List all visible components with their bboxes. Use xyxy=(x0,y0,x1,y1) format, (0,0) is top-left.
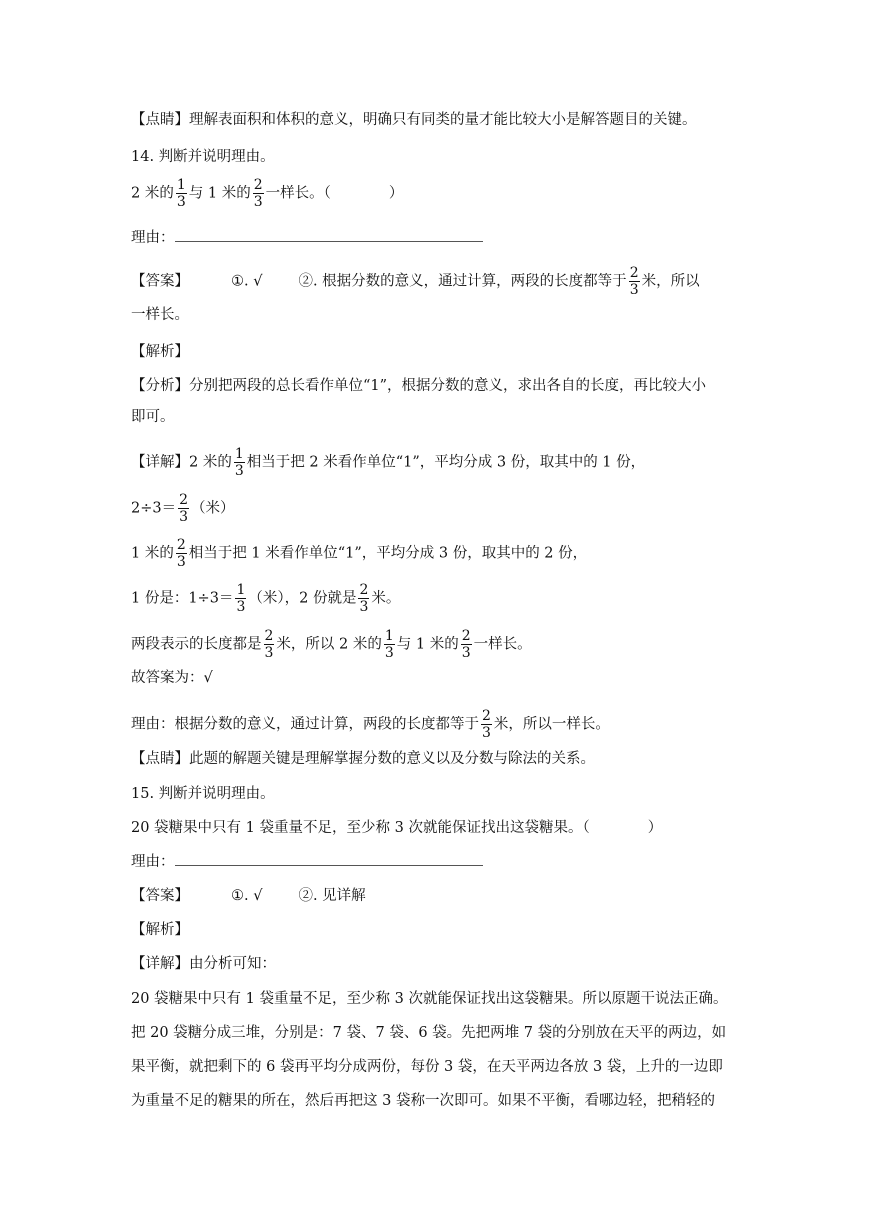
q14-fenxi-2: 即可。 xyxy=(131,409,175,425)
q15-detail-1: 【详解】由分析可知： xyxy=(131,956,276,972)
q15-detail-3: 把 20 袋糖分成三堆，分别是：7 袋、7 袋、6 袋。先把两堆 7 袋的分别放在天平的两边，如 xyxy=(131,1025,727,1041)
q14-reason-line xyxy=(131,228,483,248)
q14-comment: 【点睛】此题的解题关键是理解掌握分数的意义以及分数与除法的关系。 xyxy=(131,751,595,767)
stem-text: 2 米的 xyxy=(131,185,174,202)
reason-label: 理由： xyxy=(131,230,175,246)
fraction-one-third: $\frac{1}{3}$ xyxy=(236,582,246,615)
fraction-two-thirds: $\frac{2}{3}$ xyxy=(264,628,274,661)
q14-detail-1: 【详解】2 米的 $\frac{1}{3}$ 相当于把 2 米看作单位“1”，平均分成 3 份，取其中的 1 份， xyxy=(131,446,646,479)
q14-fenxi-1: 【分析】分别把两段的总长看作单位“1”，根据分数的意义，求出各自的长度，再比较大小 xyxy=(131,378,707,394)
fraction-one-third: $\frac{1}{3}$ xyxy=(234,446,244,479)
q15-reason-line xyxy=(131,852,483,872)
fraction-one-third: $\frac{1}{3}$ xyxy=(176,177,186,210)
fraction-two-thirds: $\frac{2}{3}$ xyxy=(179,492,189,525)
answer-part-2: 米，所以 xyxy=(641,273,700,290)
fraction-two-thirds: $\frac{2}{3}$ xyxy=(461,628,471,661)
q14-analysis-label: 【解析】 xyxy=(131,344,189,360)
q14-detail-5: 两段表示的长度都是 $\frac{2}{3}$ 米，所以 2 米的 $\frac{1}{3}$ 与 1 米的 $\frac{2}{3}$ 一样长。 xyxy=(131,628,532,661)
q15-detail-2: 20 袋糖果中只有 1 袋重量不足，至少称 3 次就能保证找出这袋糖果。所以原题干说法正确。 xyxy=(131,991,728,1007)
q14-detail-3: 1 米的 $\frac{2}{3}$ 相当于把 1 米看作单位“1”，平均分成 3 份，取其中的 2 份， xyxy=(131,537,588,570)
q15-answer xyxy=(131,886,366,906)
q14-answer-cont: 一样长。 xyxy=(131,307,189,323)
answer-blank[interactable] xyxy=(175,229,483,242)
answer-part-1: ①. √ xyxy=(231,273,263,290)
fraction-two-thirds: $\frac{2}{3}$ xyxy=(176,537,186,570)
answer-label: 【答案】 xyxy=(131,273,189,290)
q15-analysis-label: 【解析】 xyxy=(131,922,189,938)
answer-blank[interactable] xyxy=(175,853,483,866)
fraction-two-thirds: $\frac{2}{3}$ xyxy=(629,265,639,298)
stem-text: ） xyxy=(388,185,404,202)
answer-part-1: ①. √ xyxy=(231,888,263,904)
q13-comment: 【点睛】理解表面积和体积的意义，明确只有同类的量才能比较大小是解答题目的关键。 xyxy=(131,112,697,128)
stem-text: 一样长。（ xyxy=(265,185,331,202)
q15-title: 15. 判断并说明理由。 xyxy=(131,786,275,802)
q14-detail-4: 1 份是：1÷3＝ $\frac{1}{3}$ （米），2 份就是 $\frac{2}{3}$ 米。 xyxy=(131,582,401,615)
q15-detail-5: 为重量不足的糖果的所在，然后再把这 3 袋称一次即可。如果不平衡，看哪边轻，把稍轻的 xyxy=(131,1093,715,1109)
q14-detail-2: 2÷3＝ $\frac{2}{3}$ （米） xyxy=(131,492,235,525)
answer-label: 【答案】 xyxy=(131,888,189,904)
fraction-two-thirds: $\frac{2}{3}$ xyxy=(359,582,369,615)
q14-answer xyxy=(131,265,700,298)
answer-part-2: ②. 根据分数的意义，通过计算，两段的长度都等于 xyxy=(298,273,627,290)
q14-stem xyxy=(131,177,403,210)
q14-detail-7: 理由：根据分数的意义，通过计算，两段的长度都等于 $\frac{2}{3}$ 米，所以一样长。 xyxy=(131,708,610,741)
q15-stem: 20 袋糖果中只有 1 袋重量不足，至少称 3 次就能保证找出这袋糖果。（ ） xyxy=(131,820,663,836)
stem-text: 与 1 米的 xyxy=(188,185,251,202)
q14-title: 14. 判断并说明理由。 xyxy=(131,149,275,165)
answer-part-2: ②. 见详解 xyxy=(298,888,366,904)
fraction-one-third: $\frac{1}{3}$ xyxy=(384,628,394,661)
fraction-two-thirds: $\frac{2}{3}$ xyxy=(482,708,491,741)
q14-detail-6: 故答案为：√ xyxy=(131,670,213,686)
q15-detail-4: 果平衡，就把剩下的 6 袋再平均分成两份，每份 3 袋，在天平两边各放 3 袋，上升的一边即 xyxy=(131,1059,723,1075)
reason-label: 理由： xyxy=(131,854,175,870)
fraction-two-thirds: $\frac{2}{3}$ xyxy=(253,177,263,210)
